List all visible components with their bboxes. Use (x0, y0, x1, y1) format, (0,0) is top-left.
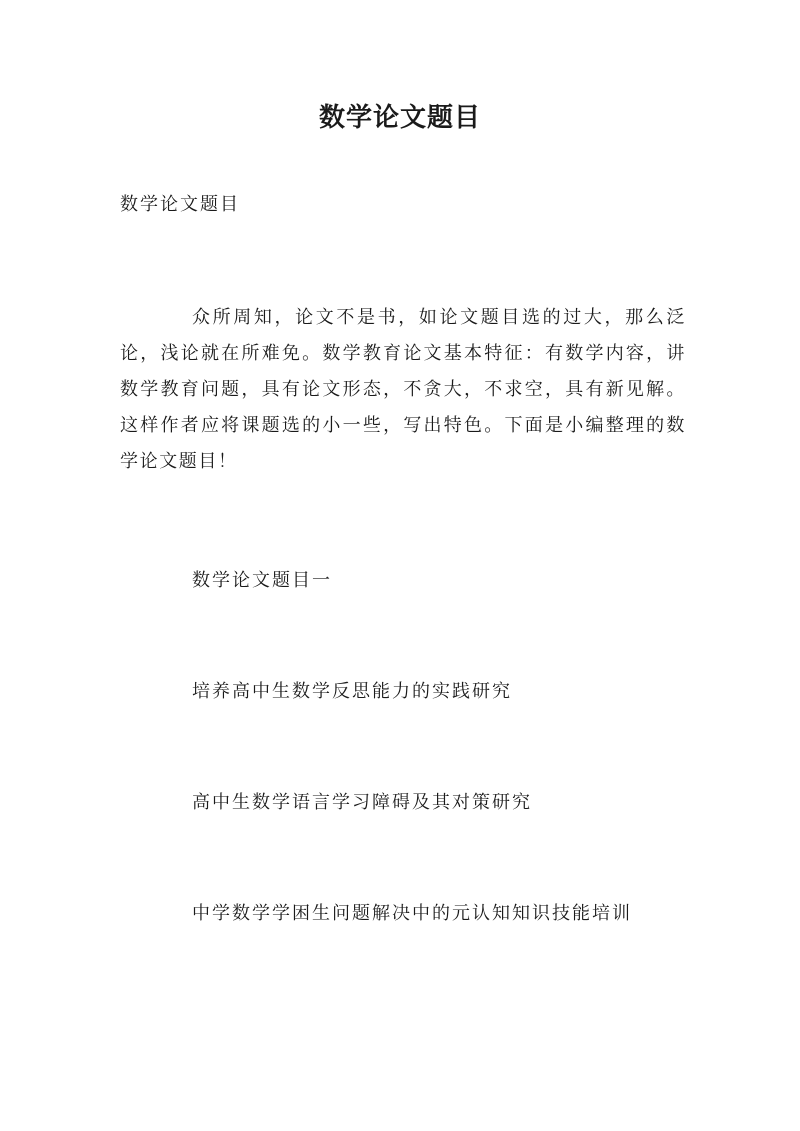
section-heading: 数学论文题目一 (192, 570, 332, 591)
document-subtitle: 数学论文题目 (120, 194, 240, 215)
document-title: 数学论文题目 (318, 103, 481, 133)
intro-paragraph: 众所周知，论文不是书，如论文题目选的过大，那么泛论，浅论就在所难免。数学教育论文基本特征：有数学内容，讲数学教育问题，具有论文形态，不贪大，不求空，具有新见解。这样作者应将课题选的小一些，写出特色。下面是小编整理的数学论文题目！ (120, 307, 686, 472)
topic-item: 高中生数学语言学习障碍及其对策研究 (192, 792, 532, 813)
topic-item: 中学数学学困生问题解决中的元认知知识技能培训 (192, 903, 632, 924)
topic-item: 培养高中生数学反思能力的实践研究 (192, 681, 512, 702)
